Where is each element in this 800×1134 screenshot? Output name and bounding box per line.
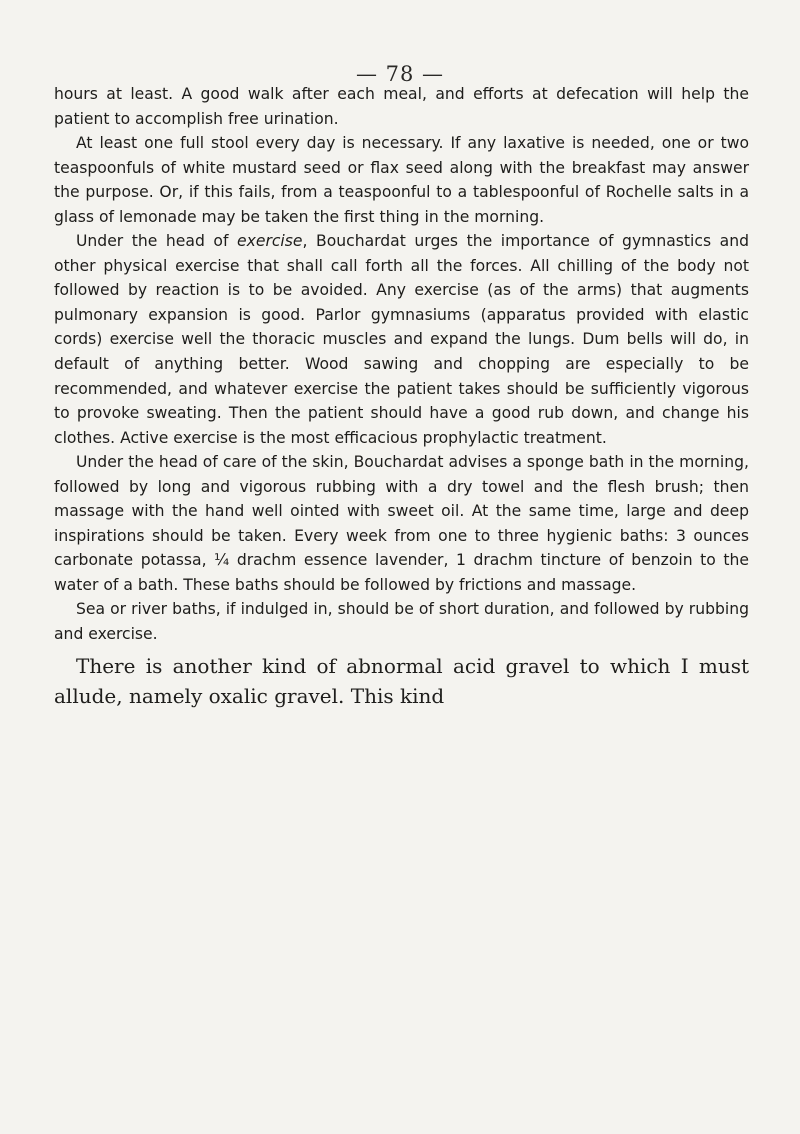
paragraph-6: There is another kind of abnormal acid gravel to which I must allude, namely oxalic gravel. This kind [54, 653, 749, 708]
large-type-section [54, 651, 749, 711]
paragraph-5: Sea or river baths, if indulged in, should be of short duration, and followed by rubbing and exercise. [54, 600, 749, 644]
paragraph-3-lead: Under the head of [76, 232, 238, 251]
paragraph-3-emphasis: exercise [237, 232, 303, 251]
page-number: — 78 — [355, 62, 445, 86]
paragraph-4: Under the head of care of the skin, Bouchardat advises a sponge bath in the morning, followed by long and vigorous rubbing with a dry towel and the flesh brush; then massage with the hand well ointed with sweet oil. At the same time, large and deep inspirations should be taken. Every week from one to three hygienic baths: 3 ounces carbonate potassa, ¼ drachm essence lavender, 1 drachm tincture of benzoin to the water of a bath. These baths should be followed by frictions and massage. [54, 453, 749, 594]
body-text [54, 82, 749, 711]
small-type-section [54, 82, 749, 647]
paragraph-3-rest: , Bouchardat urges the importance of gymnastics and other physical exercise that shall call forth all the forces. All chilling of the body not followed by reaction is to be avoided. Any exercise (as of the arms) that augments pulmonary expansion is good. Parlor gymnasiums (apparatus provided with elastic cords) exercise well the thoracic muscles and expand the lungs. Dum bells will do, in default of anything better. Wood sawing and chopping are especially to be recommended, and whatever exercise the patient takes should be sufficiently vigorous to provoke sweating. Then the patient should have a good rub down, and change his clothes. Active exercise is the most efficacious prophylactic treatment. [54, 232, 749, 447]
paragraph-2: At least one full stool every day is necessary. If any laxative is needed, one or two teaspoonfuls of white mustard seed or flax seed along with the breakfast may answer the purpose. Or, if this fails, from a teaspoonful to a tablespoonful of Rochelle salts in a glass of lemonade may be taken the first thing in the morning. [54, 134, 749, 226]
paragraph-3 [54, 229, 749, 450]
paragraph-1: hours at least. A good walk after each meal, and efforts at defecation will help the patient to accomplish free urination. [54, 85, 749, 128]
